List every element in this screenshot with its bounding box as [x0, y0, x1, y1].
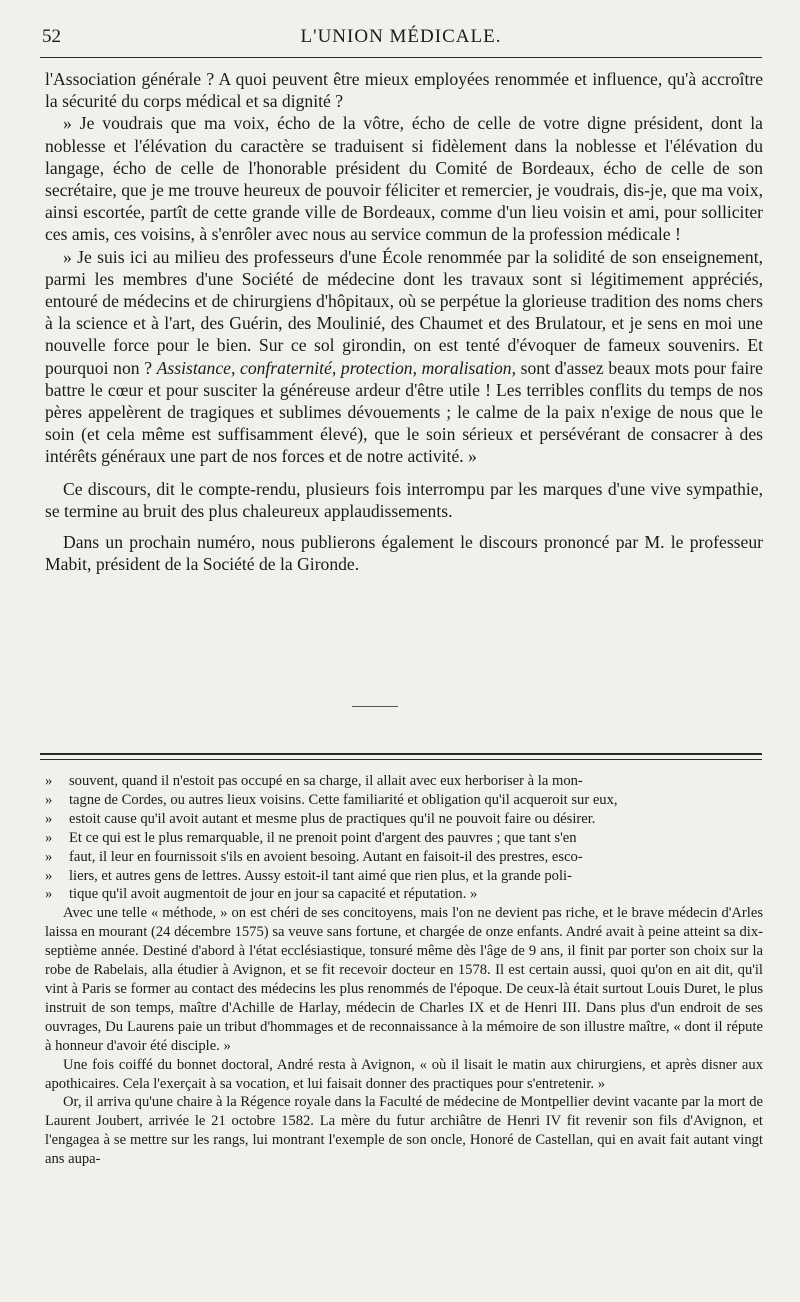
paragraph-3-italic: Assistance, confraternité, protection, moralisation,: [156, 357, 516, 378]
paragraph-3-part-b: sont d'assez beaux mots pour faire battre le cœur et pour susciter la généreuse ardeur d'être utile ! Les terribles conflits du temps de nos pères appelèrent de tragiques et sublimes dévouements ; le calme de la paix n'exige de nous que le soin (et cela même est suffisamment élevé), que le soin sérieux et persévérant de consacrer à des intérêts généraux une part de nos forces et de notre activité. »: [45, 357, 763, 467]
quote-mark: »: [45, 867, 53, 884]
main-text: [45, 68, 763, 575]
quote-line: » liers, et autres gens de lettres. Aussy estoit-il tant aimé que rien plus, et la grande poli-: [45, 867, 572, 884]
quote-mark: »: [45, 791, 53, 808]
footnote-separator-rule: [40, 753, 762, 760]
quote-line: » souvent, quand il n'estoit pas occupé en sa charge, il allait avec eux herboriser à la mon-: [45, 773, 583, 789]
section-end-rule: [352, 706, 398, 707]
quote-line: » tique qu'il avoit augmentoit de jour en jour sa capacité et réputation. »: [45, 886, 478, 903]
feuilleton-text: [45, 772, 763, 1169]
quote-line: » faut, il leur en fournissoit s'ils en avoient besoing. Autant en faisoit-il des prestres, esco-: [45, 848, 583, 865]
paragraph-2: » Je voudrais que ma voix, écho de la vôtre, écho de celle de votre digne président, dont la noblesse et l'élévation du caractère se traduisent si fidèlement dans la noblesse et l'élévation du langage, écho de celle de l'honorable président du Comité de Bordeaux, écho de celle de son secrétaire, que je me trouve heureux de pouvoir féliciter et remercier, je voudrais, dis-je, que ma voix, ainsi escortée, partît de cette grande ville de Bordeaux, comme d'un lieu voisin et ami, pour solliciter ces amis, ces voisins, à s'enrôler avec nous au service commun de la profession médicale !: [45, 113, 763, 245]
quote-mark: »: [45, 886, 53, 903]
header-rule: [40, 57, 762, 58]
paragraph-5: Dans un prochain numéro, nous publierons également le discours prononcé par M. le professeur Mabit, président de la Société de la Gironde.: [45, 532, 763, 575]
quote-mark: »: [45, 848, 53, 865]
feuilleton-paragraph-1: Avec une telle « méthode, » on est chéri de ses concitoyens, mais l'on ne devient pas riche, et le brave médecin d'Arles laissa en mourant (24 décembre 1575) sa veuve sans fortune, et chargée de onze enfants. André avait à peine atteint sa dix-septième année. Destiné d'abord à l'état ecclésiastique, tonsuré même dès l'âge de 9 ans, il finit par porter son choix sur la robe de Rabelais, alla étudier à Avignon, et se fit recevoir docteur en 1578. Il est certain aussi, quoi qu'on en ait dit, qu'il vint à Paris se former au contact des médecins les plus renommés de l'époque. De ceux-là était surtout Louis Duret, le plus instruit de son temps, maître d'Achille de Harlay, médecin de Charles IX et de Henri III. Dans plus d'un endroit de ses ouvrages, Du Laurens paie un tribut d'hommages et de reconnaissance à la mémoire de son illustre maître, « dont il répute à honneur d'avoir été disciple. »: [45, 905, 763, 1054]
quote-line: » tagne de Cordes, ou autres lieux voisins. Cette familiarité et obligation qu'il acqueroit sur eux,: [45, 791, 618, 808]
paragraph-3: [45, 246, 763, 468]
feuilleton-paragraph-3: Or, il arriva qu'une chaire à la Régence royale dans la Faculté de médecine de Montpellier devint vacante par la mort de Laurent Joubert, arrivée le 21 octobre 1582. La mère du futur archiâtre de Henri IV fit revenir son fils d'Avignon, et l'engagea à se mettre sur les rangs, lui montrant l'exemple de son oncle, Honoré de Castellan, qui en avait fait autant vingt ans aupa-: [45, 1094, 763, 1168]
running-title: L'UNION MÉDICALE.: [300, 26, 502, 47]
quote-mark: »: [45, 829, 53, 846]
quote-line: » estoit cause qu'il avoit autant et mesme plus de practiques qu'il ne pouvoit faire ou désirer.: [45, 810, 596, 827]
paragraph-1: l'Association générale ? A quoi peuvent être mieux employées renommée et influence, qu'à accroître la sécurité du corps médical et sa dignité ?: [45, 69, 763, 112]
paragraph-4: Ce discours, dit le compte-rendu, plusieurs fois interrompu par les marques d'une vive sympathie, se termine au bruit des plus chaleureux applaudissements.: [45, 478, 763, 521]
feuilleton-paragraph-2: Une fois coiffé du bonnet doctoral, André resta à Avignon, « où il lisait le matin aux chirurgiens, et après disner aux apothicaires. Cela l'exerçait à sa vocation, et lui faisait donner des practiques pour s'entretenir. »: [45, 1056, 763, 1092]
page-header: [40, 26, 762, 52]
page-number: 52: [42, 26, 61, 47]
quote-mark: »: [45, 810, 53, 827]
quote-mark: »: [45, 773, 53, 789]
paragraph-3-part-a: » Je suis ici au milieu des professeurs d'une École renommée par la solidité de son enseignement, parmi les membres d'une Société de médecine dont les travaux sont si légitimement appréciés, entouré de médecins et de chirurgiens d'hôpitaux, où se perpétue la glorieuse tradition des noms chers à la science et à l'art, des Guérin, des Moulinié, des Chaumet et des Brulatour, et je sens en moi une nouvelle force pour le bien. Sur ce sol girondin, on est tenté d'évoquer de fameux souvenirs. Et pourquoi non ?: [45, 246, 763, 378]
quote-line: » Et ce qui est le plus remarquable, il ne prenoit point d'argent des pauvres ; que tant s'en: [45, 829, 577, 846]
